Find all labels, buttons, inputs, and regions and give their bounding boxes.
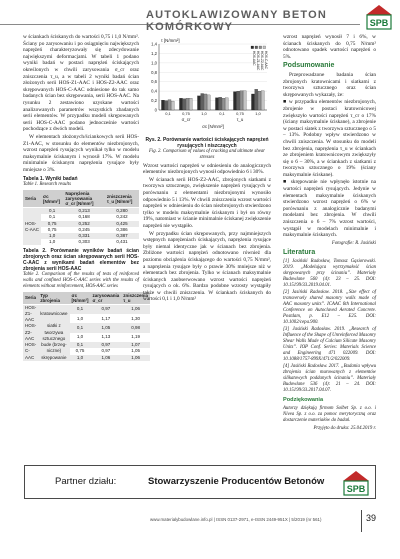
- legend-swatch: [251, 46, 254, 49]
- table-cell: 1,0: [76, 334, 84, 340]
- table-cell: 0,1: [41, 208, 63, 215]
- table-cell: siatki z tworzywa sztucznego: [38, 323, 69, 342]
- y-tick-label: 1,0: [151, 60, 157, 66]
- table-cell: 0,75: [41, 221, 63, 227]
- page-header: [0, 0, 400, 33]
- bar: [233, 92, 236, 110]
- x-tick-label: 0,75: [236, 111, 244, 116]
- x-tick-label: 1,0: [255, 111, 261, 116]
- table-cell: 0,387: [105, 233, 139, 239]
- bar: [179, 98, 182, 110]
- table-cell: 1,13: [101, 334, 111, 340]
- x-tick-label: 0,75: [182, 111, 190, 116]
- bar: [243, 91, 246, 110]
- y-tick-label: 0,2: [151, 98, 157, 104]
- photo-credit: Fotografie: R. Jasiński: [331, 240, 376, 246]
- legend-label: HOS-Z2-AAC: [260, 51, 265, 71]
- section-title: AUTOKLAWIZOWANY BETON KOMÓRKOWY: [146, 9, 328, 33]
- paragraph: wzrost naprężeń wynosił 7 i 6%, w ścianach ściskanych do 0,75 N/mm² odnotowano spadek wartości naprężeń o 5%.: [283, 34, 376, 60]
- table-row: [23, 304, 150, 314]
- partner-label: Partner działu:: [55, 476, 117, 487]
- bar: [251, 94, 254, 110]
- y-tick-label: 1,4: [151, 41, 157, 47]
- bar: [237, 91, 240, 110]
- table-cell: 0,245: [78, 226, 90, 232]
- section-heading: Podsumowanie: [283, 62, 335, 70]
- table-cell: 1,07: [121, 342, 150, 348]
- bar: [258, 91, 261, 110]
- spb-logo: [339, 469, 373, 497]
- bar: [255, 89, 258, 110]
- table-header: Typ zbrojenia: [38, 292, 69, 305]
- legend-label: HOS-Z1-AAC: [256, 51, 261, 71]
- legend-label: HOS-AAC: [252, 51, 257, 66]
- table2-caption-en: Table 2. Comparison of the results of tests of reinforced walls and confined HOS-C-AAC series with the results of elements without reinforcement, HOS-AAC series: [23, 272, 139, 290]
- reference-item: [4] Jasiński Radosław. 2017. „Badania wpływu zbrojenia ścian murowanych z elementów silikatowych poddanych ścinaniu”. Materiały Budowlane 536 (4): 21 – 24. DOI: 10.15199/33.2017.04.07.: [283, 364, 376, 393]
- partner-box: [24, 465, 376, 499]
- paragraph: w ściankach ściskanych do wartości 0,75 i 1,0 N/mm². Ściany po zarysowaniu i po osiągnięciu największych naprężeń charakteryzowały się zdecydowanie największymi deformacjami. W tabeli 1 podano wyniki badań w postaci naprężeń ściskających określonych w chwili zarysowania σ_cr oraz zniszczenia τ_u, a w tabeli 2 wyniki badań ścian złożonych serii HOS-Z1-AAC i HOS-Z2-AAC oraz skrępowanych HOS-C-AAC odniesione do tak samo badanych ścian bez skrępowania, serii HOS-AAC. Na rysunku 2 zestawiono uzyskane wartości analizowanych parametrów wszystkich zbadanych serii elementów. W przypadku modeli skrępowanych serii HOS-C-AAC podano jednocześnie wartości pochodzące z dwóch modeli.: [23, 34, 139, 133]
- legend-swatch: [255, 46, 258, 49]
- table-cell: 0,1: [70, 342, 91, 348]
- journal-info: www.materialybudowlane.info.pl | ISSN 0137-2971, e-ISSN 2449-951X | 5/2019 (nr 561): [150, 517, 322, 522]
- table-cell: 0,386: [116, 226, 128, 232]
- figure-caption: Rys. 2. Porównanie wartości ściskających naprężeń rysujących i niszczących: [145, 137, 269, 149]
- bar: [183, 99, 186, 110]
- bar: [171, 101, 174, 110]
- paragraph: Wzrost wartości naprężeń w odniesieniu do analogicznych elementów niezbrojonych wynosił odpowiednio 6 i 30%.: [143, 162, 271, 176]
- reference-item: [2] Jasiński Radosław. 2018. „Size effect of transversely shared masonry walls made of AAC masonry units”. ICAAC 6th International Conference on Autoclaved Aerated Concrete. Postdam, p. E12 – E25. DOI: 10.1002/cepa.900.: [283, 290, 376, 325]
- thanks-text: Autorzy dziękują firmom Solbet Sp. z o.o. i Nivea Sp. z o.o. za pomoc merytoryczną oraz dostarczenie materiałów do badań.: [283, 405, 376, 423]
- table-cell: HOS-Z1-AAC: [25, 304, 37, 323]
- table-cell: 0,98: [121, 323, 150, 332]
- bar: [219, 97, 222, 110]
- bar: [186, 98, 189, 110]
- table-cell: 0,168: [78, 214, 90, 220]
- table-cell: HOS-Z2-AAC: [25, 323, 37, 341]
- table-2: [23, 292, 150, 361]
- table-cell: 0,1: [70, 323, 91, 332]
- table-cell: 1,0: [76, 315, 84, 321]
- table-cell: 1,06: [91, 355, 122, 361]
- bar: [261, 91, 264, 110]
- table-cell: 0,425: [105, 221, 139, 227]
- association-name: Stowarzyszenie Producentów Betonów: [148, 476, 325, 487]
- column-1: [23, 34, 149, 364]
- y-axis-label: τ [N/mm²]: [161, 38, 180, 43]
- legend-swatch: [259, 46, 262, 49]
- table-cell: HOS-C-AAC: [25, 342, 37, 360]
- paragraph: Przeprowadzone badania ścian zbrojonych kratownicami i siatkami z tworzywa sztucznego oraz ścian skrępowanych wykazały, że:: [283, 71, 376, 98]
- y-tick-label: 1,2: [151, 50, 157, 56]
- paragraph: W przypadku ścian skrępowanych, przy najmniejszych wstępnych naprężeniach ściskających, naprężenia rysujące były niemal identyczne jak w ścianach bez zbrojenia. Zbliżone wartości naprężeń odnotowano również dla poziomu obciążenia ściskającego do wartości 0,75 N/mm², a naprężenia rysujące były o prawie 30% mniejsze niż w elementach bez zbrojenia. Tylko w ścianach maksymalnie ściskanych zaobserwowano wzrost wartości naprężeń rysujących o ok. 6%. Bardzo podobne wzrosty wystąpiły także w chwili zniszczenia. W ściankach ściskanych do wartości 0,1 i 1,0 N/mm²: [143, 230, 271, 303]
- bar: [197, 96, 200, 110]
- table-cell: 0,431: [116, 239, 128, 245]
- bar: [225, 98, 228, 110]
- table-cell: 0,331: [63, 233, 105, 239]
- table-cell: HOS-C-AAC: [23, 208, 41, 246]
- table-cell: 0,97: [91, 304, 122, 314]
- x-tick-label: 0,1: [219, 111, 225, 116]
- received-date: Przyjęto do druku: 25.04.2019 r.: [313, 425, 376, 431]
- column-2: [143, 134, 271, 304]
- spb-logo: [362, 3, 396, 31]
- table-cell: 1,19: [131, 334, 141, 340]
- literature-heading: Literatura: [283, 249, 316, 257]
- table-header: σc [N/mm²]: [71, 292, 89, 303]
- y-tick-label: 0,8: [151, 69, 157, 75]
- table-cell: 1,17: [101, 315, 111, 321]
- paragraph: W elementach złożonych/ściankowych serii HOS-Z1-AAC, w stosunku do elementów niezbrojonych, wzrost naprężeń rysujących wynikał tylko w modelu maksymalnie ściskanym i wynosił 17%. W modelu minimalnie ściskanym naprężenia rysujące były mniejsze o 3%.: [23, 133, 139, 173]
- legend-swatch: [263, 46, 266, 49]
- table1-caption: Tabela 1. Wyniki badań: [23, 176, 78, 183]
- reference-item: [3] Jasiński Radosław. 2019. „Research of Influence of the Shape of Unreinforced Masonry Shear Walls Made of Calcium Silicate Masonry Units”. IOP Conf. Series: Materials Science and Engineering 471 022009. DOI: 10.1088/1757-899X/471/2/022009.: [283, 327, 376, 362]
- y-tick-label: 0,6: [151, 79, 157, 85]
- table-header: Seria: [23, 292, 38, 305]
- table-cell: 1,06: [121, 304, 150, 314]
- bar: [165, 101, 168, 110]
- paragraph: W ścianach serii HOS-Z2-AAC, zbrojonych siatkami z tworzywa sztucznego, zwiększenie naprężeń rysujących w porównaniu z elementami niezbrojonymi wynosiło odpowiednio 5 i 13%. W chwili zniszczenia wzrost wartości naprężeń w odniesieniu do ścian niezbrojonych stwierdzono tylko w modelu maksymalnie ściskanym i był on równy 19%, natomiast w ścianie minimalnie ściskanej zwiększenie naprężeń nie wystąpiło.: [143, 176, 271, 229]
- table-cell: 1,06: [121, 355, 150, 361]
- logo-text: SPB: [369, 18, 389, 28]
- table-cell: 1,05: [131, 348, 141, 354]
- table2-caption: Tabela 2. Porównanie wyników badań ścian zbrojonych oraz ścian skrępowanych serii HOS-C-AAC z wynikami badań elementów bez zbrojenia serii HOS-AAC: [23, 248, 139, 273]
- table-cell: 0,280: [105, 208, 139, 215]
- table-cell: 1,0: [41, 233, 63, 239]
- bar: [204, 94, 207, 110]
- group-label: σ_cr: [181, 117, 191, 122]
- logo-text: SPB: [346, 484, 366, 494]
- table-cell: 0,252: [63, 221, 105, 227]
- page-number: 39: [366, 513, 377, 523]
- figure-2-chart: [143, 36, 271, 132]
- table-header: zarysowania σ_cr: [92, 292, 120, 303]
- reference-item: [1] Jasiński Radosław, Tomasz Gąsiorowski. 2019. „Modelująca wytrzymałość ścian skrępowanych przy ścinaniu”. Materiały Budowlane 560 (4): 23 – 25. DOI: 10.15199/33.2019.04.01.: [283, 259, 376, 288]
- legend-label: HOS-C-AAC: [264, 51, 269, 69]
- table-cell: 0,303: [78, 239, 90, 245]
- figure-caption-en: Fig. 2. Comparison of values of cracking and ultimate shear stresses: [148, 149, 266, 160]
- y-tick-label: 0,4: [151, 88, 157, 94]
- table-cell: 0,1: [70, 304, 91, 314]
- bar: [201, 94, 204, 111]
- bar: [215, 98, 218, 110]
- table-row: [23, 239, 139, 245]
- bar: [168, 100, 171, 110]
- column-3: [283, 34, 376, 432]
- table-cell: 0,242: [116, 214, 128, 220]
- group-label: τ_u: [236, 117, 244, 122]
- table-cell: 1,05: [91, 323, 122, 332]
- table-cell: 0,97: [101, 348, 111, 354]
- table-cell: 1,30: [131, 315, 141, 321]
- table-header: zniszczenia τ_u: [123, 292, 149, 303]
- bullet-item: ■ skrępowanie nie wpłynęło istotnie na wartości naprężeń rysujących. Jedynie w elementach maksymalnie ściskanych stwierdzono wzrost naprężeń o 6% w porównaniu z analogicznie badanymi modelami bez zbrojenia. W chwili zniszczenia o 6 – 7% wzrost wartości, wystąpił w modelach minimalnie i maksymalnie ściskanych.: [283, 179, 376, 239]
- table1-caption-en: Table 1. Research results: [23, 182, 71, 188]
- table-header: zniszczenia τ_u [N/mm²]: [105, 190, 139, 208]
- table-cell: kratownicowe: [38, 304, 69, 323]
- thanks-heading: Podziękowania: [283, 397, 324, 403]
- table-cell: 1,0: [49, 239, 56, 245]
- table-1: [23, 190, 139, 245]
- bar: [161, 100, 164, 110]
- table-row: [23, 208, 139, 215]
- page-edge-rule: [361, 510, 362, 532]
- table-cell: 0,75: [47, 226, 57, 232]
- chart-svg: [143, 36, 271, 132]
- table-header: Seria: [23, 190, 41, 208]
- bar: [207, 95, 210, 110]
- y-tick-label: 0: [154, 107, 157, 113]
- table-header: σc [N/mm²]: [41, 190, 63, 208]
- table-cell: 0,213: [63, 208, 105, 215]
- table-cell: bude (brzeg-niczne) skrępowanie: [38, 342, 69, 361]
- table-header: Naprężenia zarysowania σ_cr [N/mm²]: [63, 190, 105, 208]
- table-cell: 0,97: [91, 342, 122, 348]
- table-cell: 0,1: [49, 214, 56, 220]
- table-cell: 0,75: [75, 348, 85, 354]
- x-tick-label: 1,0: [201, 111, 207, 116]
- table-row: [23, 323, 150, 332]
- bar: [240, 91, 243, 110]
- bullet-item: ■ w przypadku elementów niezbrojonych, zbrojenie w postaci kratownicowej zwiększyło wartości naprężeń τ_cr o 17% (ściany maksymalnie ściskane), a zbrojenie w postaci siatek z tworzywa sztucznego o 5 – 13%. Podobny wpływ stwierdzono w chwili zniszczenia. W stosunku do modeli bez zbrojenia, naprężenia τ_u w ściankach ze zbrojeniem kratownicowym zwiększyły się o 6 – 30%, a w ściankach z siatkami z tworzywa sztucznego o 19% (ściany maksymalnie ściskane).: [283, 99, 376, 178]
- x-tick-label: 0,1: [165, 111, 171, 116]
- bar: [189, 98, 192, 110]
- x-axis-label: σc [N/mm²]: [202, 124, 224, 129]
- bar: [222, 98, 225, 110]
- table-cell: 1,0: [70, 355, 91, 361]
